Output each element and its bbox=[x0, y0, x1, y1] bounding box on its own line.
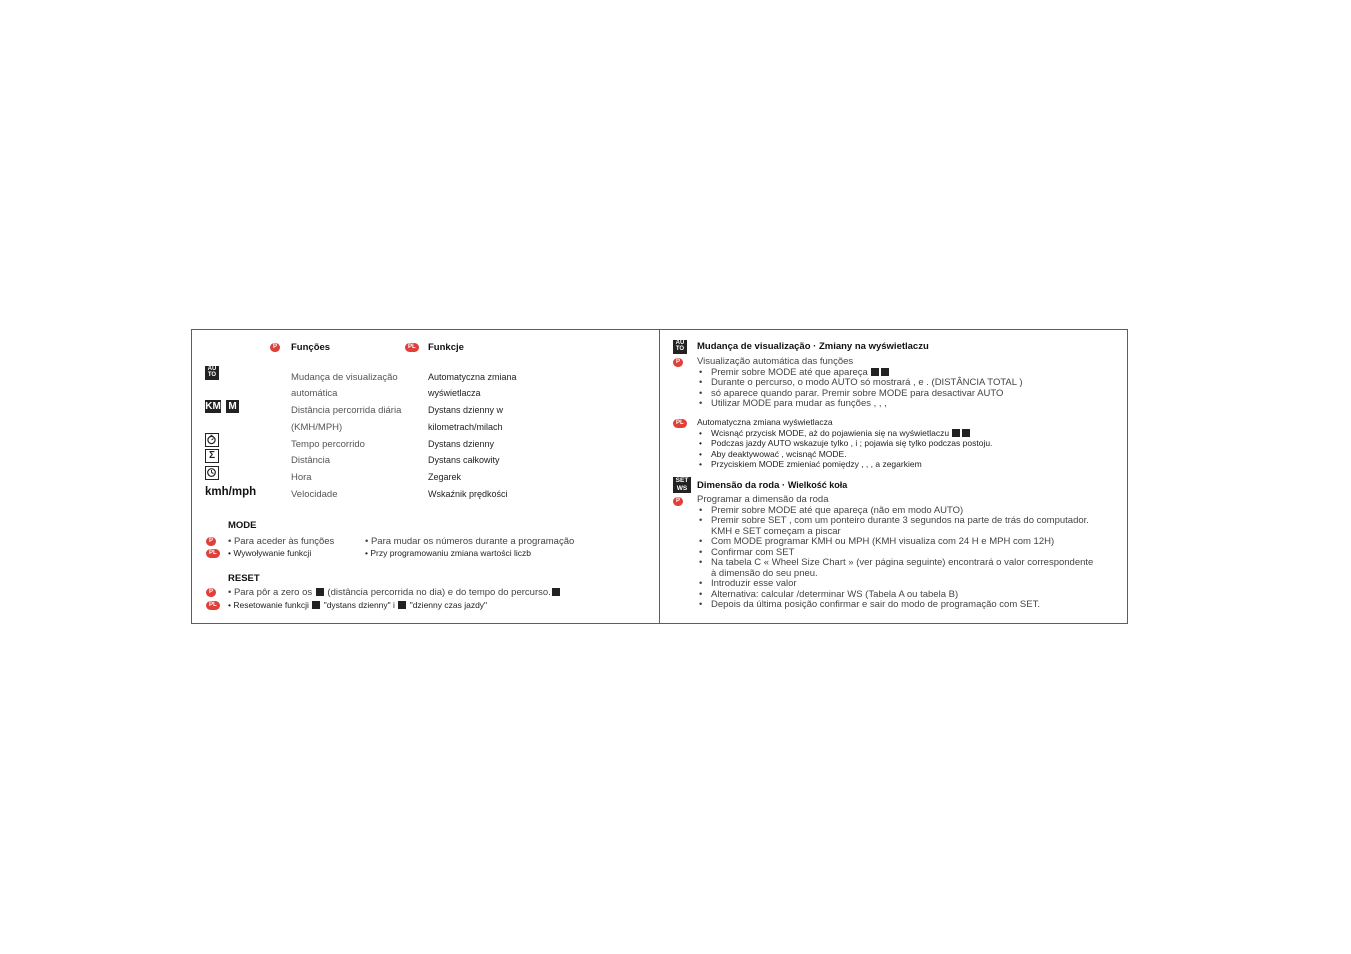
auto-pl-block bbox=[697, 417, 992, 470]
reset-pt-post: (distância percorrida no dia) e do tempo do percurso. bbox=[327, 587, 551, 598]
reset-title: RESET bbox=[228, 573, 260, 584]
wheel-pt-block bbox=[697, 495, 1093, 611]
trip-distance-mini-icon bbox=[312, 601, 320, 609]
row-distance-pt: Distância bbox=[291, 455, 331, 466]
auto-pl-item: • Wcisnąć przycisk MODE, aż do pojawienia się na wyświetlaczu bbox=[697, 428, 992, 439]
row-speed-pl: Wskaźnik prędkości bbox=[428, 489, 508, 499]
language-badge-pl: PL bbox=[206, 549, 220, 558]
auto-pl-intro: Automatyczna zmiana wyświetlacza bbox=[697, 417, 833, 427]
mode-pt-programming: • Para mudar os números durante a programação bbox=[365, 536, 575, 547]
wheel-item: • Premir sobre SET , com um ponteiro durante 3 segundos na parte de trás do computador. bbox=[697, 516, 1093, 527]
speed-unit-label: kmh/mph bbox=[205, 486, 257, 498]
auto-to-icon: AU TO bbox=[205, 366, 219, 380]
wheel-section-title: Dimensão da roda · Wielkość koła bbox=[697, 480, 848, 491]
m-icon: M bbox=[226, 400, 239, 413]
row-km-pl-line1: Dystans dzienny w bbox=[428, 405, 504, 415]
row-clock-pt: Hora bbox=[291, 472, 312, 483]
row-clock-pl: Zegarek bbox=[428, 472, 462, 482]
reset-pl-pre: • Resetowanie funkcji bbox=[228, 600, 309, 610]
reset-pl-text bbox=[228, 600, 487, 610]
clock-icon bbox=[205, 466, 219, 480]
auto-pl-item: • Aby deaktywować , wcisnąć MODE. bbox=[697, 449, 992, 460]
row-time-pl: Dystans dzienny bbox=[428, 439, 495, 449]
functions-header-pt: Funções bbox=[291, 342, 331, 353]
row-auto-pl-line1: Automatyczna zmiana bbox=[428, 372, 517, 382]
row-auto-pt-line1: Mudança de visualização bbox=[291, 372, 398, 383]
row-auto-pl-line2: wyświetlacza bbox=[428, 388, 481, 398]
language-badge-pt: P bbox=[206, 588, 216, 597]
row-time-pt: Tempo percorrido bbox=[291, 439, 365, 450]
language-badge-pt: P bbox=[673, 358, 683, 367]
language-badge-pt: P bbox=[673, 497, 683, 506]
sigma-icon: Σ bbox=[205, 449, 219, 463]
wheel-item: • Na tabela C « Wheel Size Chart » (ver página seguinte) encontrará o valor correspondente bbox=[697, 558, 1093, 569]
auto-pl-item: • Podczas jazdy AUTO wskazuje tylko , i ; pojawia się tylko podczas postoju. bbox=[697, 438, 992, 449]
reset-pt-pre: • Para pôr a zero os bbox=[228, 587, 313, 598]
auto-pt-intro: Visualização automática das funções bbox=[697, 356, 854, 367]
wheel-item-continuation: à dimensão do seu pneu. bbox=[711, 567, 818, 579]
auto-pt-item: • Durante o percurso, o modo AUTO só mostrará , e . (DISTÂNCIA TOTAL ) bbox=[697, 378, 1023, 389]
language-badge-pl: PL bbox=[673, 419, 687, 428]
mode-pl-access: • Wywoływanie funkcji bbox=[228, 548, 312, 558]
stopwatch-mini-icon bbox=[398, 601, 406, 609]
language-badge-pt: P bbox=[270, 343, 280, 352]
auto-pt-item: • Utilizar MODE para mudar as funções , , , bbox=[697, 399, 1023, 410]
row-distance-pl: Dystans całkowity bbox=[428, 455, 500, 465]
column-divider bbox=[659, 329, 660, 624]
language-badge-pl: PL bbox=[206, 601, 220, 610]
reset-pl-post: "dzienny czas jazdy" bbox=[409, 600, 488, 610]
auto-pl-item: • Przyciskiem MODE zmieniać pomiędzy , , , a zegarkiem bbox=[697, 459, 992, 470]
wheel-item: • Depois da última posição confirmar e sair do modo de programação com SET. bbox=[697, 600, 1093, 611]
functions-header-pl: Funkcje bbox=[428, 342, 464, 353]
auto-pt-item: • só aparece quando parar. Premir sobre MODE para desactivar AUTO bbox=[697, 389, 1023, 400]
stopwatch-mini-icon bbox=[552, 588, 560, 596]
mode-title: MODE bbox=[228, 520, 257, 531]
wheel-intro: Programar a dimensão da roda bbox=[697, 494, 829, 505]
km-icon: KM bbox=[205, 401, 221, 412]
wheel-item: • Introduzir esse valor bbox=[697, 579, 1093, 590]
mode-pl-programming: • Przy programowaniu zmiana wartości liczb bbox=[365, 548, 531, 558]
set-ws-icon: SET WS bbox=[673, 477, 691, 493]
row-km-pt-line1: Distância percorrida diária bbox=[291, 405, 402, 416]
row-speed-pt: Velocidade bbox=[291, 489, 338, 500]
language-badge-pl: PL bbox=[405, 343, 419, 352]
row-km-pl-line2: kilometrach/milach bbox=[428, 422, 503, 432]
wheel-item-continuation: KMH e SET começam a piscar bbox=[711, 525, 841, 537]
reset-pt-text bbox=[228, 587, 561, 598]
row-km-pt-line2: (KMH/MPH) bbox=[291, 422, 343, 433]
stopwatch-icon bbox=[205, 433, 219, 447]
language-badge-pt: P bbox=[206, 537, 216, 546]
auto-to-icon: AU TO bbox=[673, 340, 687, 354]
wheel-item: • Com MODE programar KMH ou MPH (KMH visualiza com 24 H e MPH com 12H) bbox=[697, 537, 1093, 548]
wheel-item: • Confirmar com SET bbox=[697, 548, 1093, 559]
row-auto-pt-line2: automática bbox=[291, 388, 338, 399]
reset-pl-mid: "dystans dzienny" i bbox=[323, 600, 395, 610]
auto-pt-item: • Premir sobre MODE até que apareça bbox=[697, 368, 1023, 379]
trip-distance-mini-icon bbox=[316, 588, 324, 596]
auto-section-title: Mudança de visualização · Zmiany na wyświetlaczu bbox=[697, 341, 929, 352]
wheel-item: • Alternativa: calcular /determinar WS (Tabela A ou tabela B) bbox=[697, 590, 1093, 601]
wheel-item: • Premir sobre MODE até que apareça (não em modo AUTO) bbox=[697, 506, 1093, 517]
mode-pt-access: • Para aceder às funções bbox=[228, 536, 335, 547]
auto-pt-block bbox=[697, 357, 1023, 410]
